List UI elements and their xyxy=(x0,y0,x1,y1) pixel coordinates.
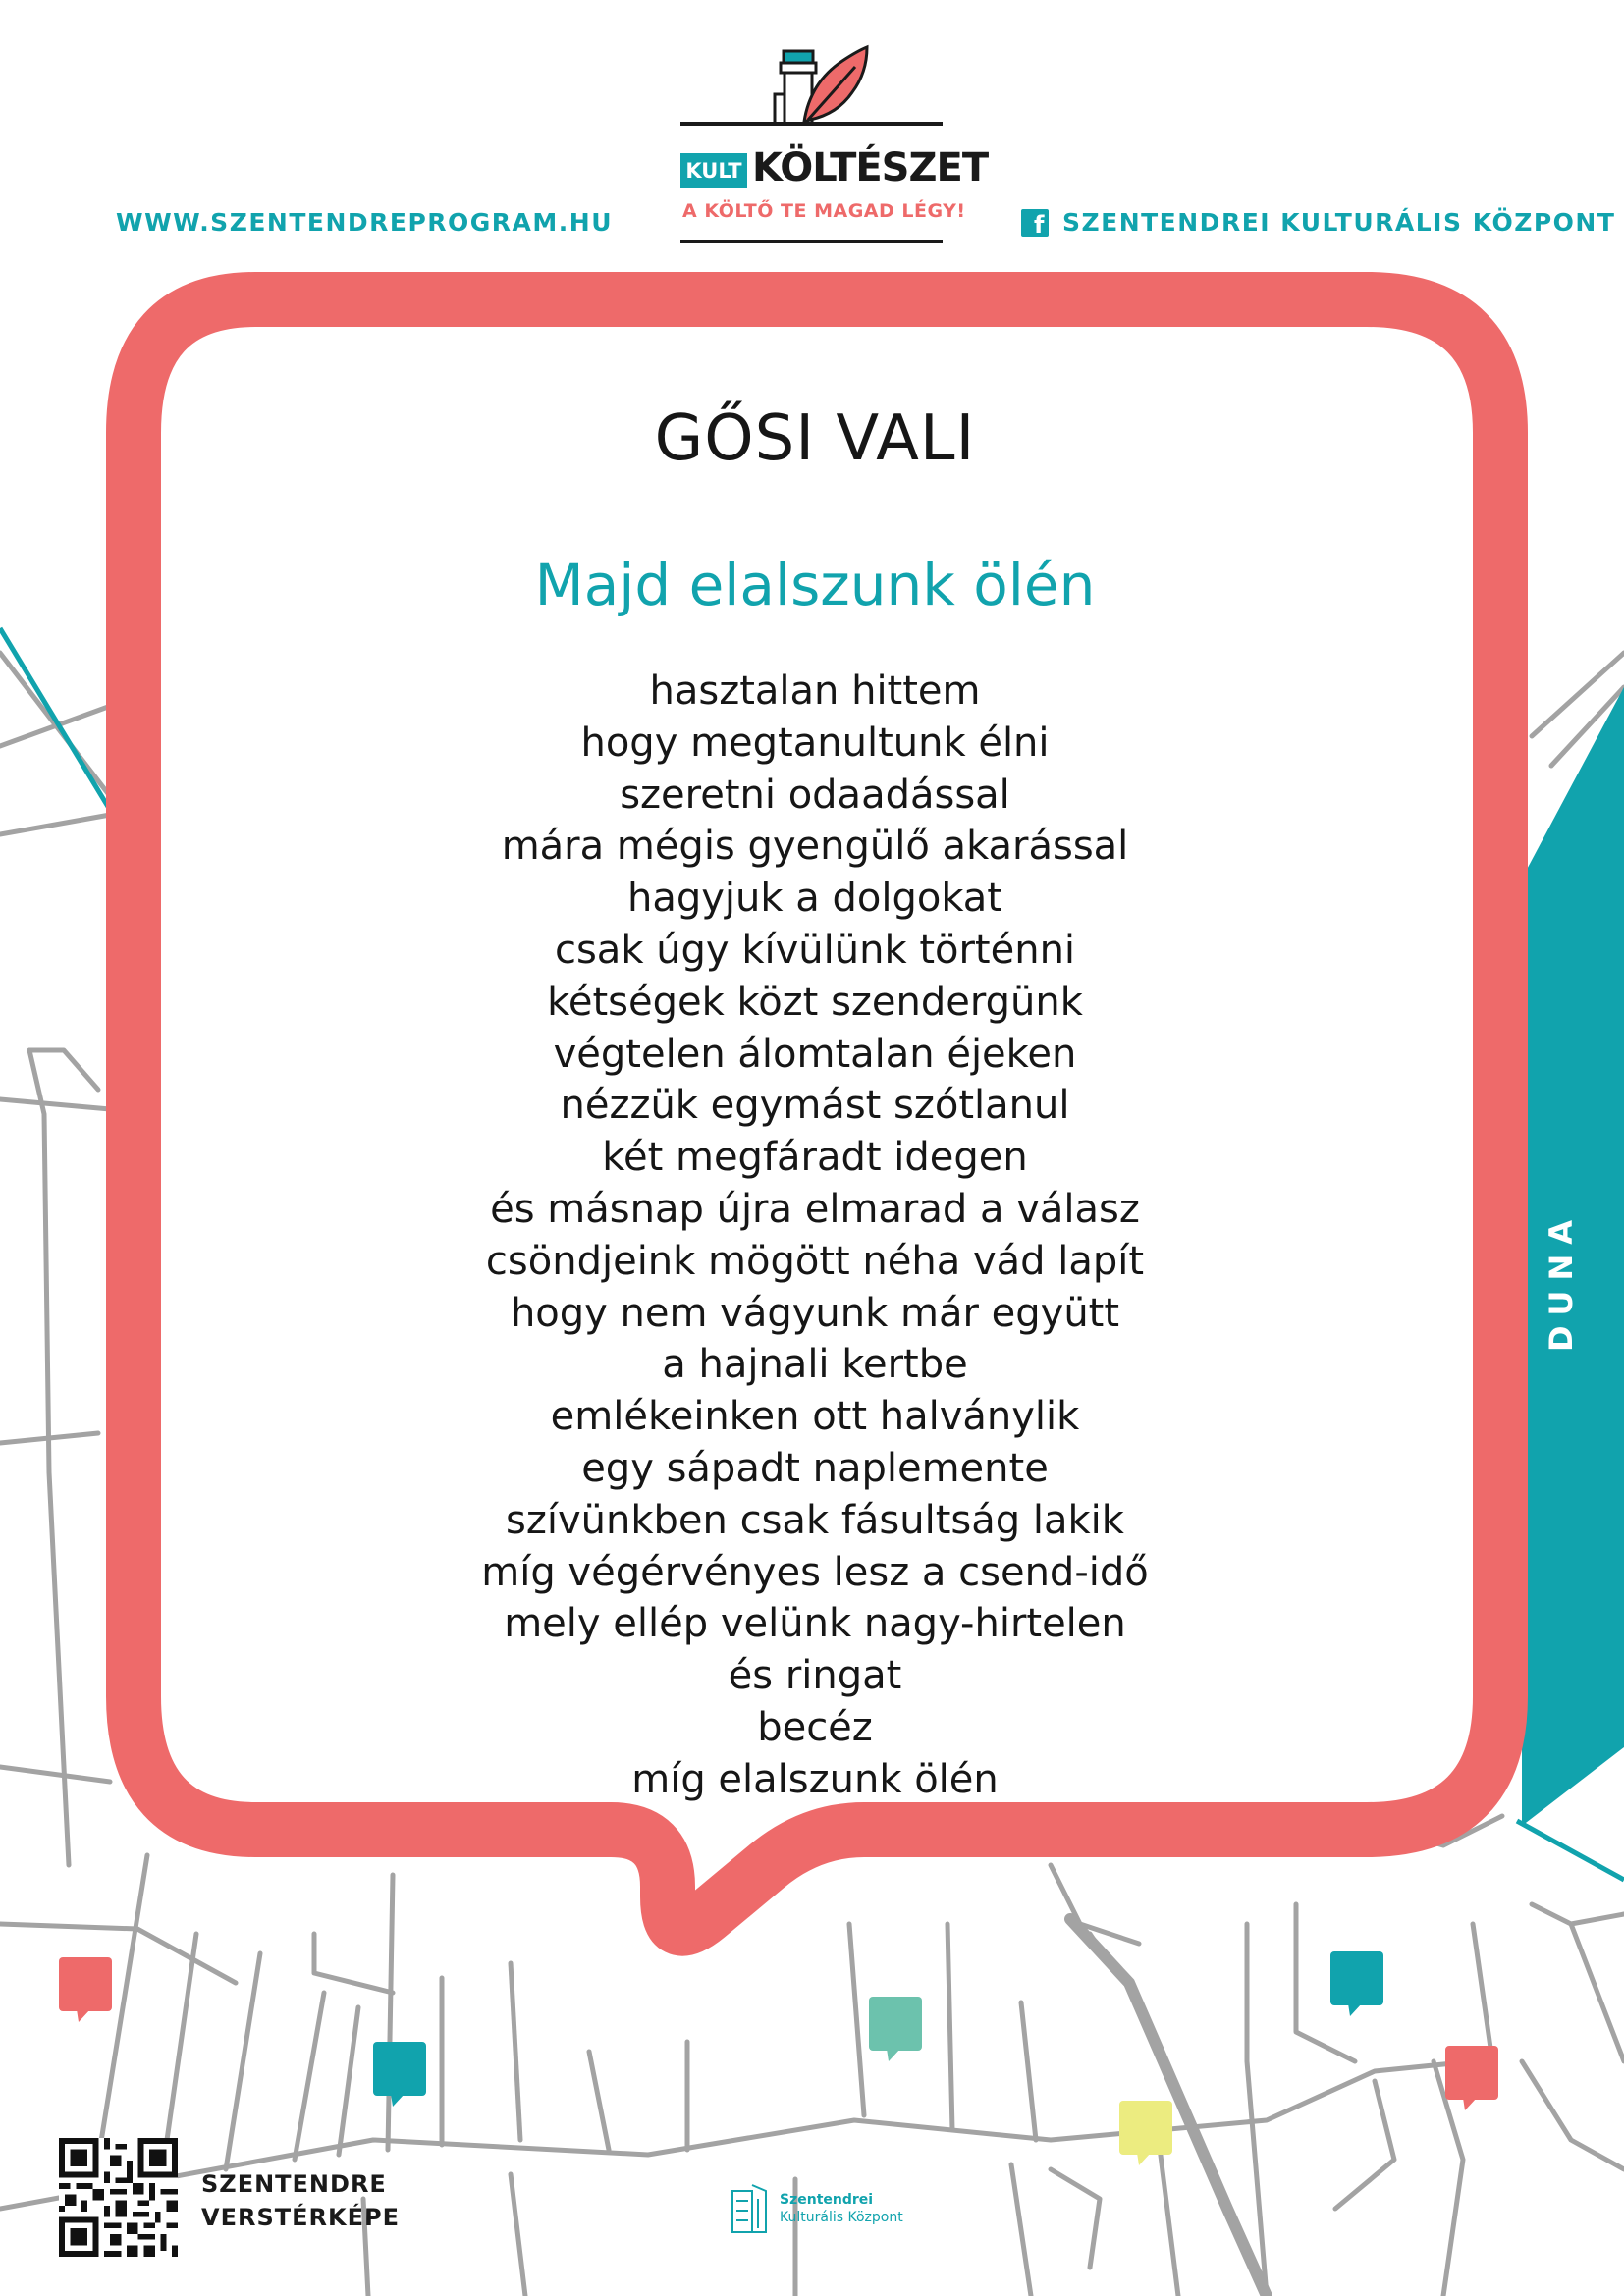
organizer-name xyxy=(780,2191,903,2226)
coral-speech-marker-icon xyxy=(59,1957,112,2022)
map-title xyxy=(201,2167,400,2234)
poem-line: míg végérvényes lesz a csend-idő xyxy=(481,1549,1149,1595)
qr-code-icon[interactable] xyxy=(59,2138,178,2257)
poem-line: hagyjuk a dolgokat xyxy=(627,876,1002,922)
poem-line: kétségek közt szendergünk xyxy=(547,979,1083,1025)
logo-bottom-rule xyxy=(680,240,943,243)
river-label xyxy=(1530,1209,1593,1353)
poem-line: a hajnali kertbe xyxy=(662,1342,968,1388)
poem-line: míg elalszunk ölén xyxy=(631,1756,999,1802)
poem-line: szeretni odaadással xyxy=(620,772,1010,818)
poem-line: hogy nem vágyunk már együtt xyxy=(510,1290,1120,1336)
logo-tagline: A KÖLTŐ TE MAGAD LÉGY! xyxy=(682,200,966,222)
yellow-speech-marker-icon xyxy=(1119,2101,1172,2165)
poem-line: mely ellép velünk nagy-hirtelen xyxy=(504,1601,1126,1647)
facebook-icon: f xyxy=(1021,209,1049,237)
poem-line: hogy megtanultunk élni xyxy=(580,720,1050,766)
logo-wordmark: KÖLTÉSZET xyxy=(752,145,989,190)
poem-line: és másnap újra elmarad a válasz xyxy=(490,1186,1140,1232)
teal-speech-marker-icon xyxy=(373,2042,426,2107)
map-title-line: VERSTÉRKÉPE xyxy=(201,2204,400,2231)
poem-line: hasztalan hittem xyxy=(649,668,981,714)
poem-line: két megfáradt idegen xyxy=(602,1135,1028,1181)
poem-author: GŐSI VALI xyxy=(654,402,976,475)
kult-kolteszet-logo xyxy=(680,43,989,245)
coral-speech-marker-icon xyxy=(1445,2046,1498,2110)
teal-speech-marker-icon xyxy=(1330,1951,1383,2016)
logo-kult-badge: KULT xyxy=(680,153,747,188)
poem-line: becéz xyxy=(757,1704,873,1750)
poem-line: végtelen álomtalan éjeken xyxy=(553,1031,1077,1077)
poem-line: és ringat xyxy=(728,1653,902,1699)
organizer-logo xyxy=(731,2181,903,2236)
mint-speech-marker-icon xyxy=(869,1997,922,2061)
poem-line: csöndjeink mögött néha vád lapít xyxy=(485,1238,1145,1284)
building-icon xyxy=(731,2181,770,2236)
poem-line: egy sápadt naplemente xyxy=(581,1445,1049,1491)
poem-line: mára mégis gyengülő akarással xyxy=(501,824,1129,870)
poem-line: nézzük egymást szótlanul xyxy=(560,1083,1070,1129)
river-label-text: DUNA xyxy=(1543,1209,1580,1353)
organizer-name-line: Kulturális Központ xyxy=(780,2210,903,2225)
poem-text xyxy=(157,666,1473,1806)
website-link[interactable]: WWW.SZENTENDREPROGRAM.HU xyxy=(116,208,613,237)
poem-line: csak úgy kívülünk történni xyxy=(554,927,1076,973)
organizer-name-line: Szentendrei xyxy=(780,2192,874,2208)
poem-line: szívünkben csak fásultság lakik xyxy=(506,1497,1124,1543)
poem-line: emlékeinken ott halványlik xyxy=(550,1394,1080,1440)
facebook-link[interactable] xyxy=(1021,208,1615,237)
poem-title: Majd elalszunk ölén xyxy=(534,552,1096,618)
map-title-line: SZENTENDRE xyxy=(201,2170,387,2198)
quill-castle-icon xyxy=(680,43,943,126)
logo-top-rule xyxy=(680,122,943,126)
facebook-page-name: SZENTENDREI KULTURÁLIS KÖZPONT xyxy=(1062,208,1616,237)
